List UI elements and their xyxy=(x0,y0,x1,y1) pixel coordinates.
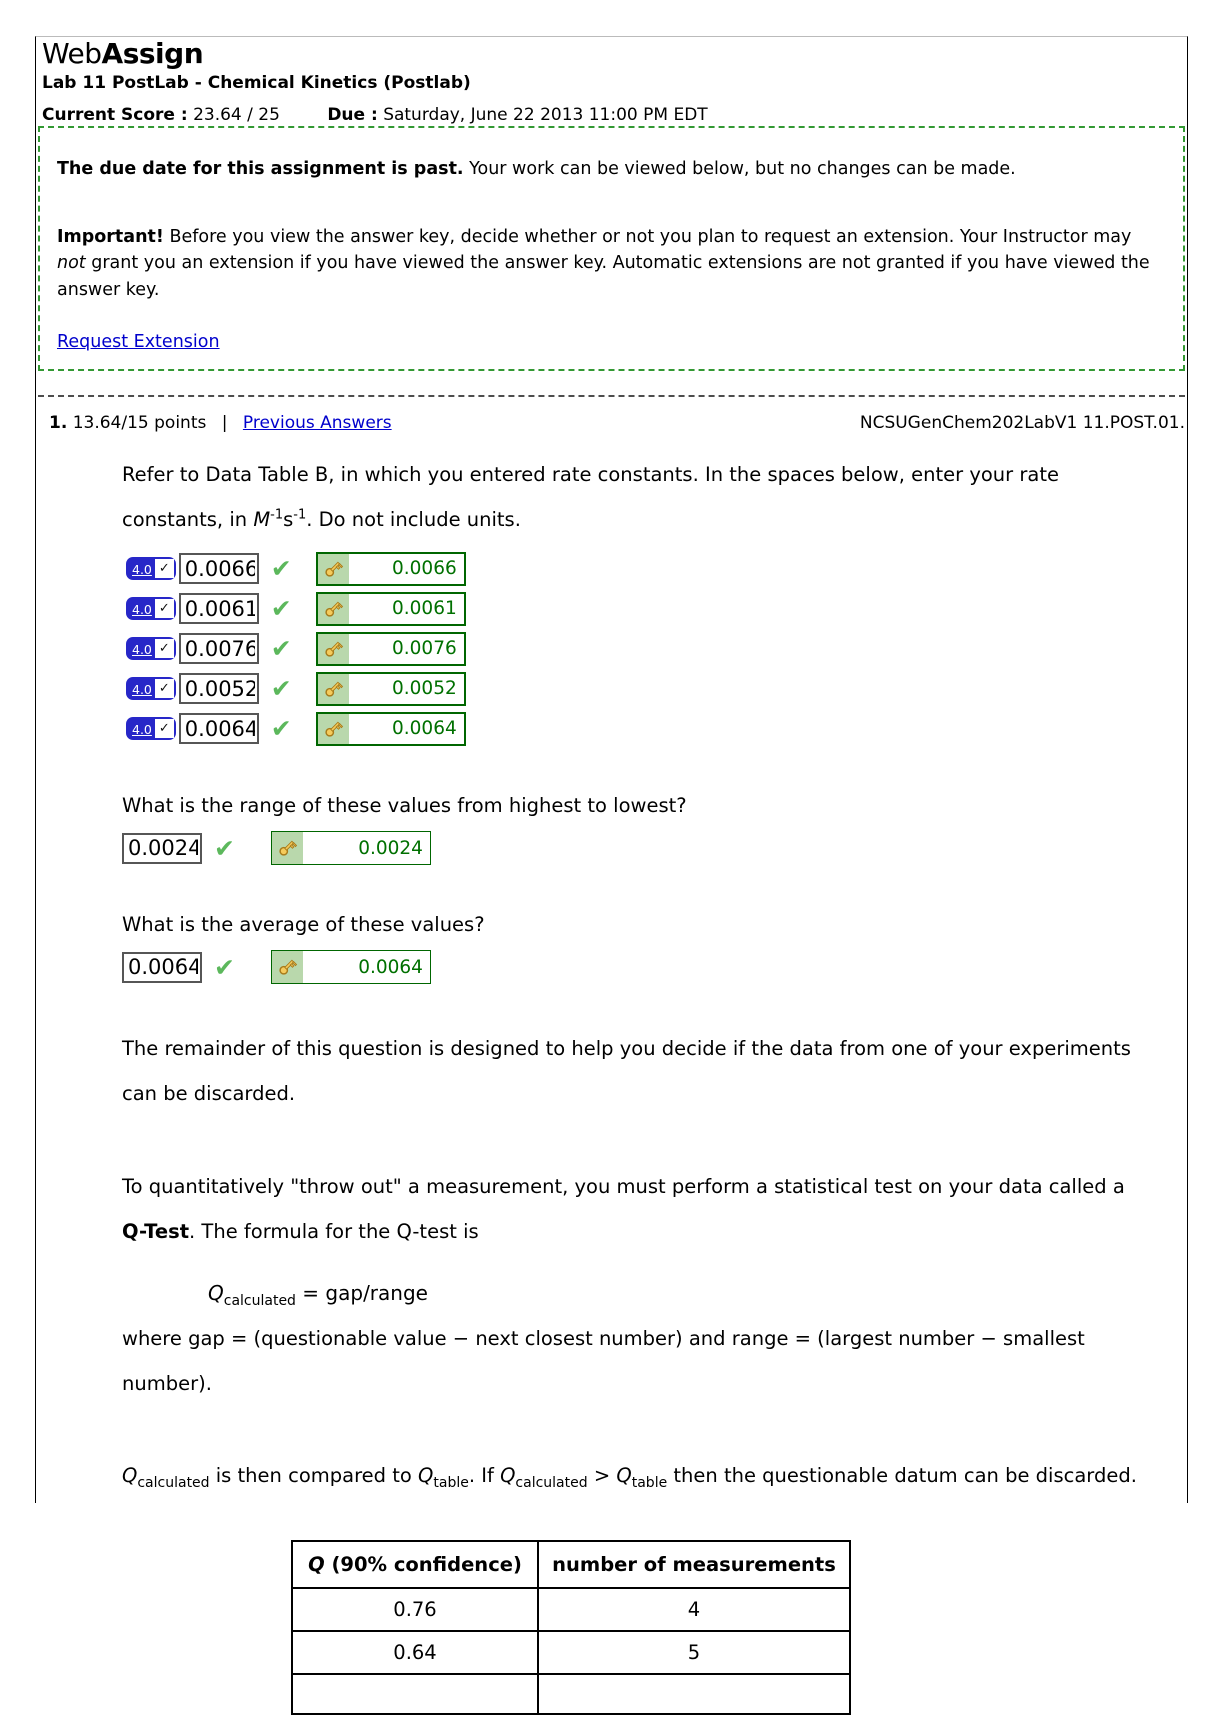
answer-key-box xyxy=(271,831,431,865)
badge-check-icon: ✓ xyxy=(155,679,174,698)
q-confidence-table xyxy=(291,1540,851,1715)
key-answer-value: 0.0076 xyxy=(392,638,457,660)
key-answer-value: 0.0024 xyxy=(358,837,423,859)
rate-row-2 xyxy=(126,589,1185,629)
logo-web: Web xyxy=(42,37,102,70)
rate-constant-rows xyxy=(126,549,1185,749)
question-code: NCSUGenChem202LabV1 11.POST.01. xyxy=(859,413,1185,434)
webassign-page xyxy=(35,36,1188,1664)
score-badge[interactable]: 4.0 ✓ xyxy=(126,677,176,700)
rate-row-3 xyxy=(126,629,1185,669)
answer-key-box xyxy=(271,950,431,984)
previous-answers-link[interactable]: Previous Answers xyxy=(242,413,392,434)
key-icon xyxy=(318,554,349,584)
table-header-q: Q (90% confidence) xyxy=(292,1541,538,1588)
correct-check-icon: ✔ xyxy=(214,952,235,982)
key-icon xyxy=(318,594,349,624)
past-due-notice-box xyxy=(38,126,1185,371)
table-header-row xyxy=(292,1541,850,1588)
past-due-message: The due date for this assignment is past. Your work can be viewed below, but no changes can be made. xyxy=(57,158,1016,179)
question-separator xyxy=(38,395,1185,397)
question-score xyxy=(49,413,392,433)
key-answer-value: 0.0066 xyxy=(392,558,457,580)
badge-check-icon: ✓ xyxy=(155,719,174,738)
score-badge[interactable]: 4.0 ✓ xyxy=(126,717,176,740)
question-intro: Refer to Data Table B, in which you entered rate constants. In the spaces below, enter your rate constants, in $M^{-1}s^{-1}$. Do not include units. xyxy=(122,463,1059,531)
answer-key-box xyxy=(316,672,466,706)
key-answer-value: 0.0064 xyxy=(392,718,457,740)
correct-check-icon: ✔ xyxy=(270,594,292,624)
correct-check-icon: ✔ xyxy=(270,554,292,584)
key-icon xyxy=(318,634,349,664)
table-row: 0.64 5 xyxy=(292,1631,850,1674)
due-label: Due : xyxy=(327,104,378,125)
answer-key-box xyxy=(316,592,466,626)
current-score-value: 23.64 / 25 xyxy=(193,104,280,125)
rate-row-5 xyxy=(126,709,1185,749)
rate-constant-input-1[interactable] xyxy=(179,553,259,584)
range-input[interactable] xyxy=(122,833,202,864)
badge-check-icon: ✓ xyxy=(155,599,174,618)
score-badge[interactable]: 4.0 ✓ xyxy=(126,557,176,580)
qtest-formula: $Q_{calculated}$ = gap/range xyxy=(208,1280,428,1309)
rate-row-1 xyxy=(126,549,1185,589)
correct-check-icon: ✔ xyxy=(270,674,292,704)
key-icon xyxy=(318,674,349,704)
average-input[interactable] xyxy=(122,952,202,983)
key-answer-value: 0.0061 xyxy=(392,598,457,620)
key-answer-value: 0.0052 xyxy=(392,678,457,700)
qtest-text: To quantitatively "throw out" a measurement, you must perform a statistical test on your data called a Q-Test. The formula for the Q-test is xyxy=(122,1175,1125,1243)
score-badge[interactable]: 4.0 ✓ xyxy=(126,637,176,660)
key-icon xyxy=(272,951,303,983)
average-question: What is the average of these values? xyxy=(122,913,485,937)
badge-check-icon: ✓ xyxy=(155,559,174,578)
key-answer-value: 0.0064 xyxy=(358,956,423,978)
table-header-measurements: number of measurements xyxy=(538,1541,850,1588)
pipe-divider: | xyxy=(221,413,228,434)
range-question: What is the range of these values from highest to lowest? xyxy=(122,793,687,817)
correct-check-icon: ✔ xyxy=(270,714,292,744)
table-row: 0.76 4 xyxy=(292,1588,850,1631)
question-header xyxy=(38,413,1185,433)
request-extension-link[interactable]: Request Extension xyxy=(57,331,220,352)
rate-row-4 xyxy=(126,669,1185,709)
score-badge[interactable]: 4.0 ✓ xyxy=(126,597,176,620)
question-body xyxy=(38,453,1185,1715)
badge-check-icon: ✓ xyxy=(155,639,174,658)
compare-text: $Q_{calculated}$ is then compared to $Q_{table}$. If $Q_{calculated} > Q_{table}$ then the questionable datum can be discarded. xyxy=(122,1464,1137,1492)
question-number: 1. xyxy=(49,413,68,434)
key-icon xyxy=(272,832,303,864)
remainder-text: The remainder of this question is designed to help you decide if the data from one of your experiments can be discarded. xyxy=(122,1037,1131,1106)
average-answer-row xyxy=(122,947,1185,987)
answer-key-box xyxy=(316,632,466,666)
key-icon xyxy=(318,714,349,744)
important-message: Important! Before you view the answer key, decide whether or not you plan to request an extension. Your Instructor may not grant you an extension if you have viewed the answer key. Automatic extensions are not granted if you have viewed the answer key. xyxy=(57,227,1150,300)
correct-check-icon: ✔ xyxy=(214,833,235,863)
answer-key-box xyxy=(316,712,466,746)
rate-constant-input-5[interactable] xyxy=(179,713,259,744)
current-score-label: Current Score : xyxy=(42,104,188,125)
correct-check-icon: ✔ xyxy=(270,634,292,664)
logo-assign: Assign xyxy=(101,37,204,70)
assignment-title: Lab 11 PostLab - Chemical Kinetics (Postlab) xyxy=(42,72,471,93)
where-text: where gap = (questionable value − next closest number) and range = (largest number − smallest number). xyxy=(122,1326,1085,1395)
rate-constant-input-2[interactable] xyxy=(179,593,259,624)
question-points: 13.64/15 points xyxy=(72,413,207,434)
due-value: Saturday, June 22 2013 11:00 PM EDT xyxy=(383,104,708,125)
table-row xyxy=(292,1674,850,1714)
rate-constant-input-4[interactable] xyxy=(179,673,259,704)
answer-key-box xyxy=(316,552,466,586)
webassign-logo xyxy=(38,39,1185,70)
range-answer-row xyxy=(122,828,1185,868)
score-line xyxy=(38,105,1185,125)
rate-constant-input-3[interactable] xyxy=(179,633,259,664)
